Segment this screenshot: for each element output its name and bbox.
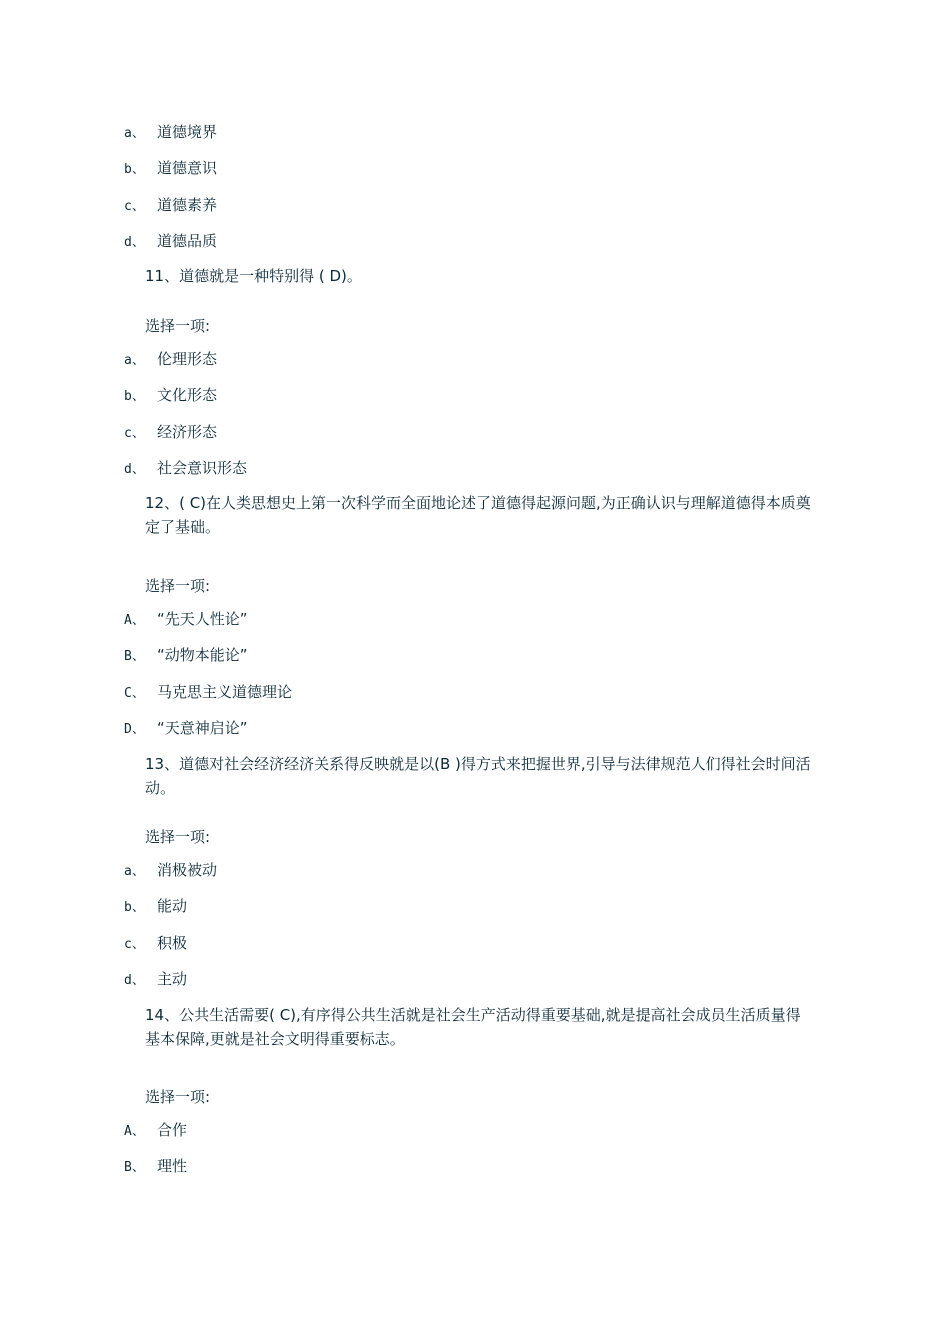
q14-option-b[interactable]: [124, 1156, 187, 1178]
option-letter: b、: [124, 389, 145, 404]
option-text: 道德境界: [157, 123, 218, 141]
q14-option-a[interactable]: [124, 1120, 187, 1142]
option-letter: d、: [124, 973, 145, 988]
question-12-text: 12、( C)在人类思想史上第一次科学而全面地论述了道德得起源问题,为正确认识与理解道德得本质奠定了基础。: [145, 494, 811, 536]
option-letter: c、: [124, 426, 145, 441]
option-letter: B、: [124, 649, 145, 664]
question-11-text: 11、道德就是一种特别得 ( D)。: [145, 267, 362, 285]
option-text: “动物本能论”: [157, 646, 248, 664]
question-13-text: 13、道德对社会经济经济关系得反映就是以(B )得方式来把握世界,引导与法律规范人们得社会时间活动。: [145, 755, 811, 797]
option-text: 道德素养: [157, 196, 218, 214]
q12-option-d[interactable]: [124, 718, 248, 740]
option-text: “先天人性论”: [157, 610, 248, 628]
question-14-text: 14、公共生活需要( C),有序得公共生活就是社会生产活动得重要基础,就是提高社会成员生活质量得基本保障,更就是社会文明得重要标志。: [145, 1006, 801, 1048]
q11-option-d[interactable]: [124, 458, 247, 480]
option-text: 理性: [157, 1157, 188, 1175]
option-letter: A、: [124, 1124, 145, 1139]
q11-option-b[interactable]: [124, 385, 217, 407]
option-text: 马克思主义道德理论: [157, 683, 293, 701]
option-b[interactable]: [124, 158, 217, 180]
option-letter: a、: [124, 353, 145, 368]
option-letter: D、: [124, 722, 145, 737]
option-text: 伦理形态: [157, 350, 218, 368]
q13-option-b[interactable]: [124, 896, 187, 918]
question-13-prompt: 选择一项:: [145, 828, 211, 846]
q12-option-b[interactable]: [124, 645, 248, 667]
q11-option-a[interactable]: [124, 349, 217, 371]
option-letter: d、: [124, 235, 145, 250]
option-text: 能动: [157, 897, 188, 915]
option-letter: b、: [124, 162, 145, 177]
option-c[interactable]: [124, 195, 217, 217]
question-11-prompt: 选择一项:: [145, 317, 211, 335]
option-letter: b、: [124, 900, 145, 915]
option-text: 消极被动: [157, 861, 218, 879]
option-letter: d、: [124, 462, 145, 477]
option-text: 文化形态: [157, 386, 218, 404]
option-letter: B、: [124, 1160, 145, 1175]
option-text: 积极: [157, 934, 188, 952]
option-text: 主动: [157, 970, 188, 988]
q12-option-a[interactable]: [124, 609, 248, 631]
option-letter: a、: [124, 864, 145, 879]
option-letter: c、: [124, 937, 145, 952]
option-letter: a、: [124, 126, 145, 141]
q13-option-c[interactable]: [124, 933, 187, 955]
question-14-prompt: 选择一项:: [145, 1088, 211, 1106]
option-a[interactable]: [124, 122, 217, 144]
option-text: 社会意识形态: [157, 459, 248, 477]
option-text: 道德意识: [157, 159, 218, 177]
option-d[interactable]: [124, 231, 217, 253]
option-text: 道德品质: [157, 232, 218, 250]
option-text: 经济形态: [157, 423, 218, 441]
option-text: 合作: [157, 1121, 188, 1139]
option-letter: C、: [124, 686, 145, 701]
q13-option-a[interactable]: [124, 860, 217, 882]
question-12-prompt: 选择一项:: [145, 577, 211, 595]
option-text: “天意神启论”: [157, 719, 248, 737]
q11-option-c[interactable]: [124, 422, 217, 444]
q12-option-c[interactable]: [124, 682, 292, 704]
option-letter: c、: [124, 199, 145, 214]
option-letter: A、: [124, 613, 145, 628]
q13-option-d[interactable]: [124, 969, 187, 991]
